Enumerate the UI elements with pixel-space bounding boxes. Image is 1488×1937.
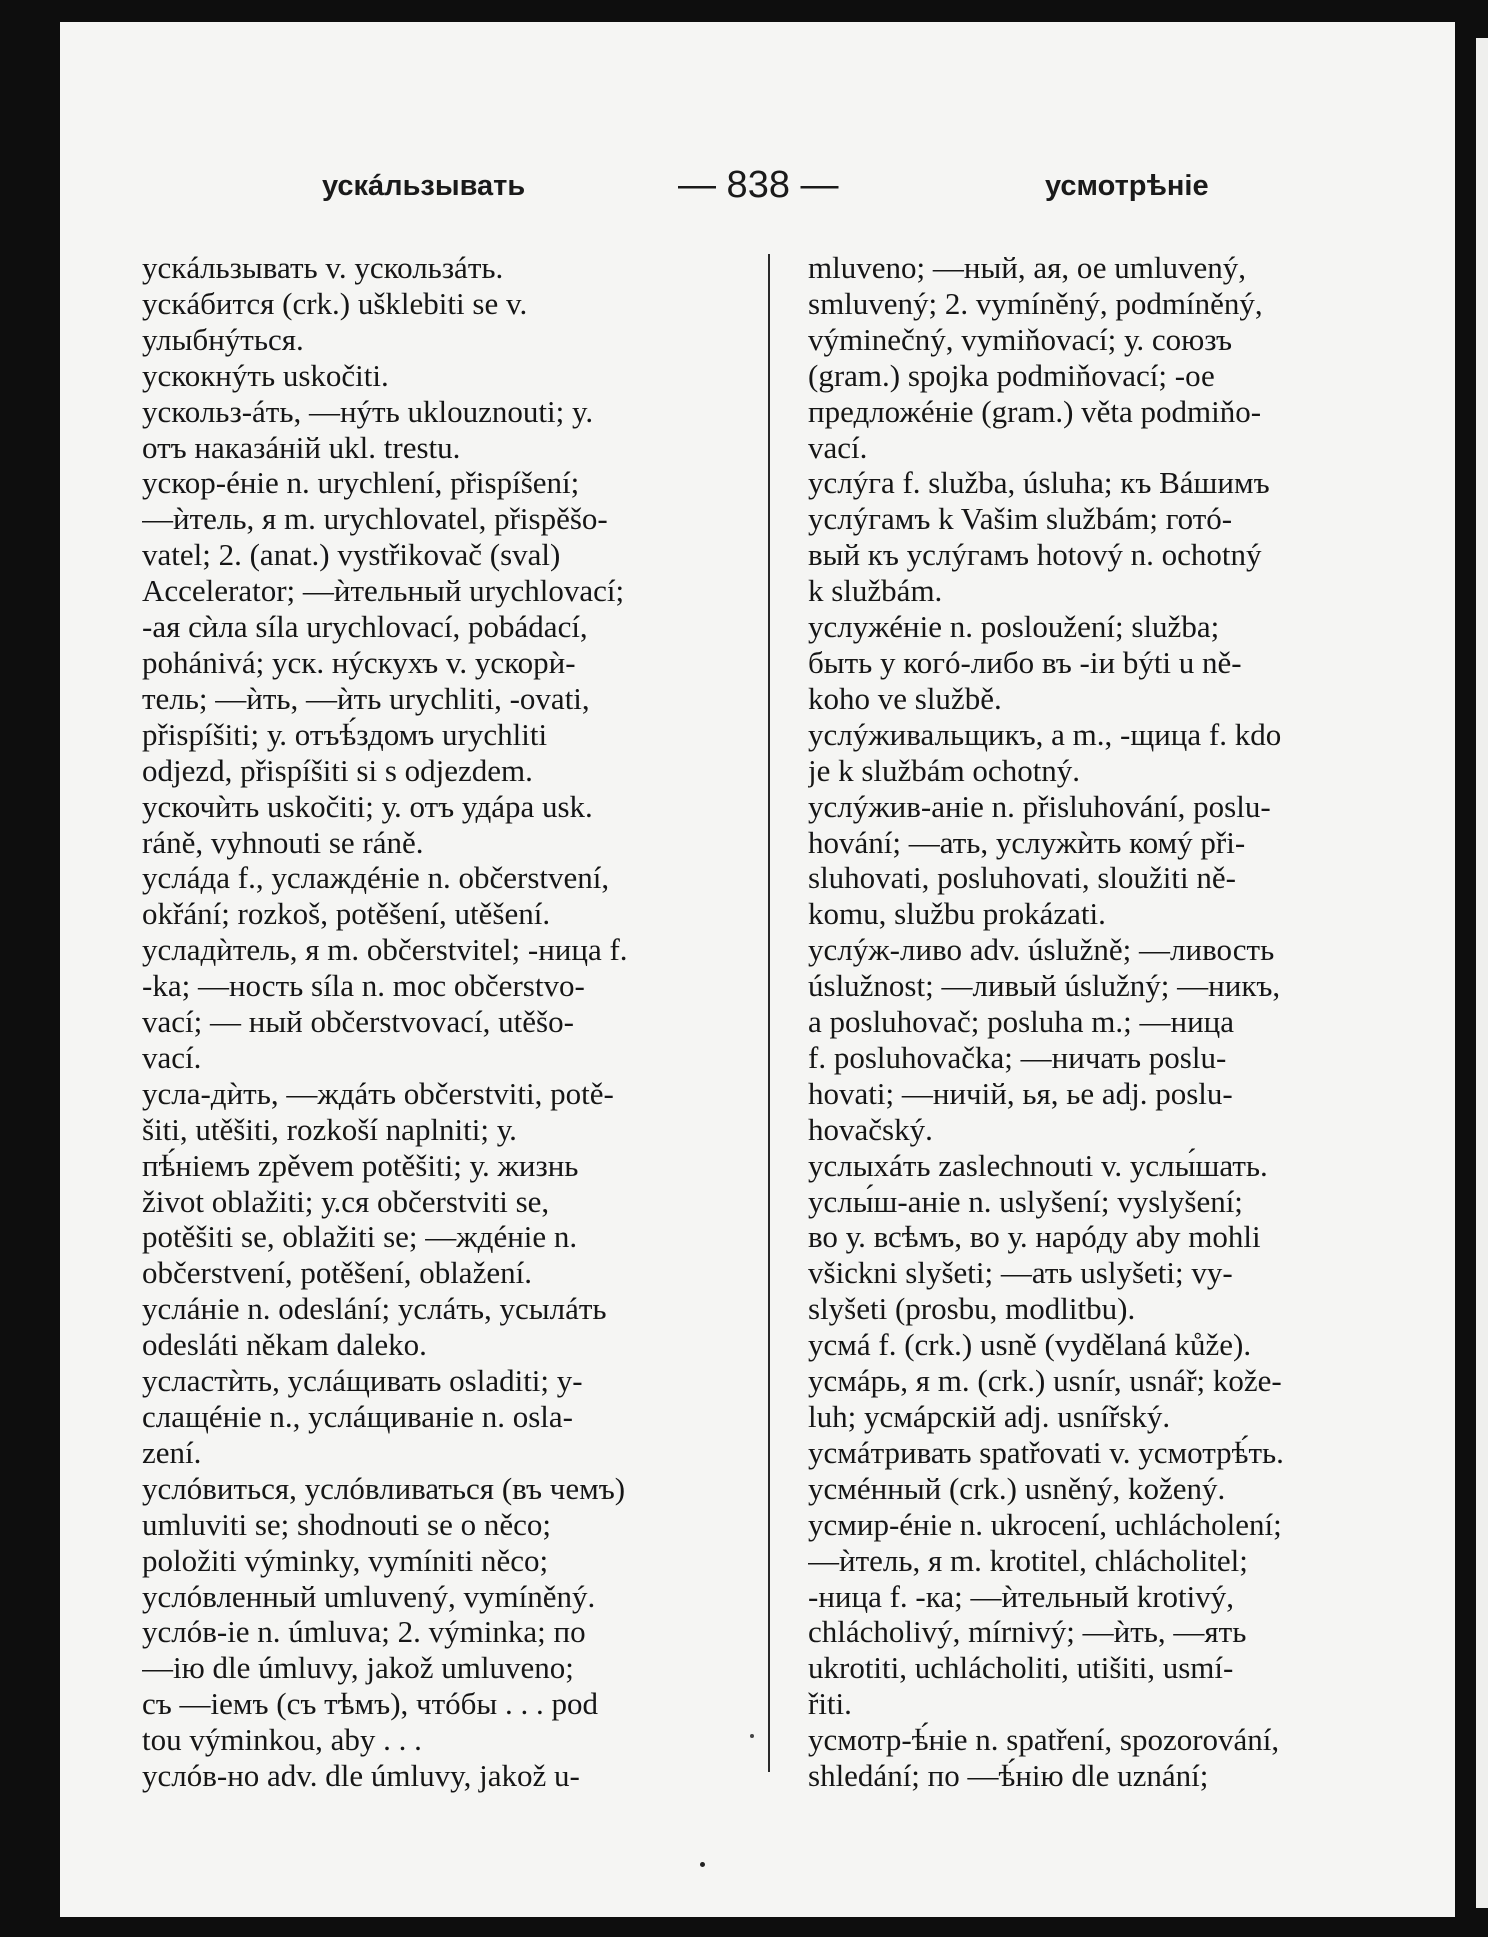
text-line: Accelerator; —ѝтельный urychlovací;	[142, 573, 625, 609]
text-line: odjezd, přispíšiti si s odjezdem.	[142, 752, 533, 788]
text-line: усмотр-ѣ́ніе n. spatření, spozorování,	[808, 1722, 1280, 1758]
text-line: усмáрь, я m. (crk.) usnír, usnář; kože-	[808, 1363, 1282, 1399]
text-line: život oblažiti; у.ся občerstviti se,	[142, 1183, 550, 1219]
text-line: тель; —ѝть, —ѝть urychliti, -ovati,	[142, 680, 590, 716]
text-line: smluvený; 2. vymíněný, podmíněný,	[808, 285, 1263, 321]
next-page-edge	[1476, 38, 1488, 1908]
text-line: vatel; 2. (anat.) vystřikovač (sval)	[142, 537, 561, 573]
text-line: услýгамъ k Vašim službám; готó-	[808, 501, 1233, 537]
text-line: vací; — ный občerstvovací, utěšo-	[142, 1004, 574, 1040]
speck-mark	[700, 1862, 705, 1867]
text-line: услýж-ливо adv. úslužně; —ливость	[808, 932, 1275, 968]
text-line: отъ наказáній ukl. trestu.	[142, 429, 461, 465]
text-line: услáда f., услаждéніе n. občerstvení,	[142, 860, 610, 896]
text-line: sluhovati, posluhovati, sloužiti ně-	[808, 860, 1236, 896]
text-line: luh; усмáрскій adj. usnířský.	[808, 1399, 1171, 1434]
text-line: umluviti se; shodnouti se o něco;	[142, 1506, 551, 1542]
text-line: ráně, vyhnouti se ráně.	[142, 824, 424, 860]
text-line: улыбнýться.	[142, 321, 304, 357]
text-line: šiti, utěšiti, rozkoší naplniti; у.	[142, 1111, 517, 1147]
page-header	[60, 164, 1455, 220]
text-line: пѣ́ніемъ zpěvem potěšiti; у. жизнь	[142, 1147, 579, 1183]
text-line: výminečný, vymiňovací; у. союзъ	[808, 321, 1233, 357]
text-line: přispíšiti; у. отъѣ́здомъ urychliti	[142, 716, 548, 752]
text-line: ускáльзывать v. ускользáть.	[142, 250, 504, 285]
text-line: odesláti někam daleko.	[142, 1327, 427, 1363]
text-line: предложéніе (gram.) věta podmiňo-	[808, 393, 1262, 429]
text-line: položiti výminky, vymíniti něco;	[142, 1542, 549, 1578]
text-line: -ница f. -ка; —ѝтельный krotivý,	[808, 1578, 1235, 1614]
left-guide-word: ускáльзывать	[322, 170, 526, 202]
page-number: — 838 —	[678, 164, 839, 206]
text-line: hovati; —ничій, ья, ье adj. poslu-	[808, 1075, 1233, 1111]
text-line: -ka; —ность síla n. moc občerstvo-	[142, 968, 585, 1004]
text-line: усмéнный (crk.) usněný, kožený.	[808, 1470, 1226, 1506]
text-line: —ѝтель, я m. krotitel, chlácholitel;	[808, 1542, 1248, 1578]
text-line: k službám.	[808, 573, 943, 609]
text-line: (gram.) spojka podmiňovací; -ое	[808, 357, 1215, 393]
text-line: ускокнýть uskočiti.	[142, 357, 389, 393]
text-line: hování; —ать, услужѝть комý při-	[808, 824, 1246, 860]
text-line: услýга f. služba, úsluha; къ Вáшимъ	[808, 465, 1270, 501]
dictionary-page	[60, 22, 1455, 1917]
left-column	[142, 250, 742, 1794]
text-line: je k službám ochotný.	[808, 752, 1081, 788]
text-line: услýживальщикъ, а m., -щица f. kdo	[808, 716, 1282, 752]
text-line: быть у когó-либо въ -іи býti u ně-	[808, 644, 1242, 680]
text-line: усла-дѝть, —ждáть občerstviti, potě-	[142, 1075, 614, 1111]
right-guide-word: усмотрѣніе	[1045, 170, 1209, 202]
text-line: ukrotiti, uchlácholiti, utišiti, usmí-	[808, 1650, 1234, 1686]
text-line: ускáбится (crk.) ušklebiti se v.	[142, 285, 528, 321]
text-line: —ію dle úmluvy, jakož umluveno;	[142, 1650, 574, 1686]
right-column	[808, 250, 1402, 1794]
text-line: tou výminkou, aby . . .	[142, 1722, 422, 1758]
text-line: ускор-éніе n. urychlení, přispíšení;	[142, 465, 580, 501]
text-line: f. posluhovačka; —ничать poslu-	[808, 1039, 1227, 1075]
text-line: vací.	[142, 1039, 202, 1075]
text-line: okřání; rozkoš, potěšení, utěšení.	[142, 896, 551, 932]
text-line: občerstvení, potěšení, oblažení.	[142, 1255, 532, 1291]
text-line: услóвиться, услóвливаться (въ чемъ)	[142, 1470, 626, 1506]
text-line: chlácholivý, mírnivý; —ѝть, —ять	[808, 1614, 1247, 1650]
text-line: услóв-іе n. úmluva; 2. výminka; по	[142, 1614, 586, 1650]
text-line: slyšeti (prosbu, modlitbu).	[808, 1291, 1136, 1327]
text-line: hovačský.	[808, 1111, 933, 1147]
text-line: усладѝтель, я m. občerstvitel; -ница f.	[142, 932, 628, 968]
text-line: ускольз-áть, —нýть uklouznouti; y.	[142, 393, 594, 429]
text-line: vací.	[808, 429, 868, 465]
text-line: úslužnost; —ливый úslužný; —никъ,	[808, 968, 1281, 1004]
text-line: mluveno; —ный, ая, ое umluvený,	[808, 250, 1246, 285]
text-line: усмá f. (crk.) usně (vydělaná kůže).	[808, 1327, 1252, 1363]
text-line: услýжив-аніе n. přisluhování, poslu-	[808, 788, 1271, 824]
column-divider	[768, 254, 770, 1772]
text-line: zení.	[142, 1434, 202, 1470]
text-line: во у. всѣмъ, во у. нарóду aby mohli	[808, 1219, 1261, 1255]
text-line: вый къ услýгамъ hotový n. ochotný	[808, 537, 1262, 573]
text-line: řiti.	[808, 1686, 852, 1722]
text-line: съ —іемъ (съ тѣмъ), чтóбы . . . pod	[142, 1686, 599, 1722]
speck-mark	[750, 1734, 754, 1738]
text-line: —ѝтель, я m. urychlovatel, přispěšo-	[142, 501, 608, 537]
text-line: слащéніе n., услáщиваніе n. osla-	[142, 1399, 573, 1434]
text-line: усластѝть, услáщивать osladiti; у-	[142, 1363, 583, 1399]
text-line: услы́ш-аніе n. uslyšení; vyslyšení;	[808, 1183, 1243, 1219]
text-line: pohánivá; уск. нýскухъ v. ускорѝ-	[142, 644, 576, 680]
text-line: услóвленный umluvený, vymíněný.	[142, 1578, 596, 1614]
text-line: všickni slyšeti; —ать uslyšeti; vy-	[808, 1255, 1233, 1291]
text-line: услóв-но adv. dle úmluvy, jakož u-	[142, 1758, 580, 1794]
text-line: услáніе n. odeslání; услáть, усылáть	[142, 1291, 607, 1327]
text-line: potěšiti se, oblažiti se; —ждéніе n.	[142, 1219, 578, 1255]
text-line: услужéніе n. posloužení; služba;	[808, 609, 1220, 645]
text-line: усмир-éніе n. ukrocení, uchlácholení;	[808, 1506, 1282, 1542]
text-line: а posluhovač; posluha m.; —ница	[808, 1004, 1235, 1040]
text-line: -ая сѝла síla urychlovací, pobádací,	[142, 609, 588, 645]
text-line: ускочѝть uskočiti; у. отъ удáра usk.	[142, 788, 593, 824]
text-line: komu, službu prokázati.	[808, 896, 1106, 932]
text-line: shledání; по —ѣ́нію dle uznání;	[808, 1758, 1209, 1794]
text-line: усмáтривать spatřovati v. усмотрѣ́ть.	[808, 1434, 1284, 1470]
text-line: услыхáть zaslechnouti v. услы́шать.	[808, 1147, 1268, 1183]
text-line: koho ve službě.	[808, 680, 1002, 716]
